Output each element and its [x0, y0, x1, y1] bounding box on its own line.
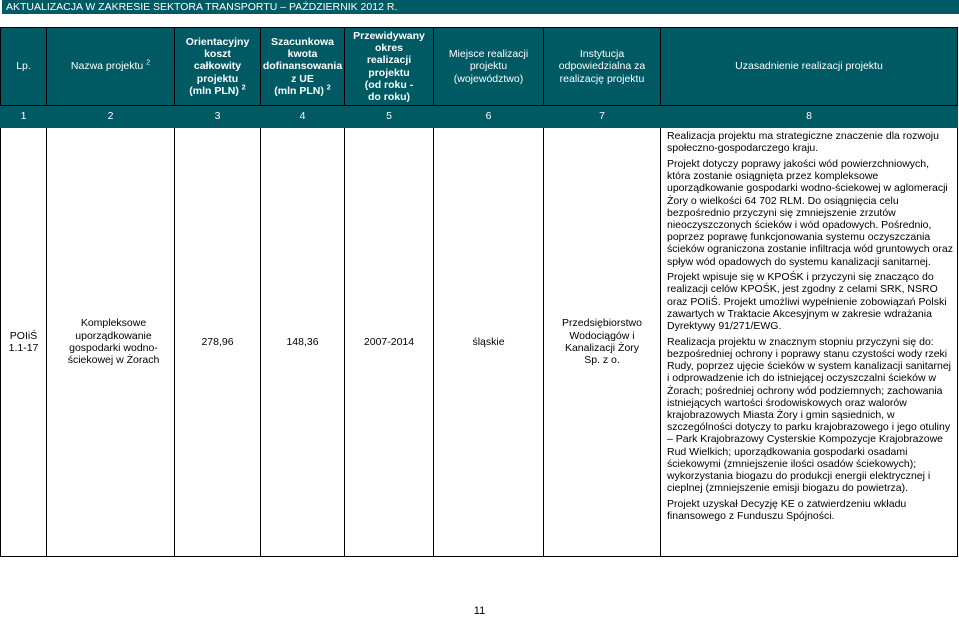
header-location: Miejsce realizacji projektu (województwo): [434, 28, 544, 106]
column-number: 7: [544, 106, 661, 128]
header-institution: Instytucja odpowiedzialna za realizację projektu: [544, 28, 661, 106]
table-row: [1, 128, 958, 557]
header-period: Przewidywany okres realizacji projektu (od roku - do roku): [345, 28, 434, 106]
cell-total-cost: 278,96: [175, 128, 261, 557]
column-number: 3: [175, 106, 261, 128]
header-lp: Lp.: [1, 28, 47, 106]
document-header-bar: [2, 0, 959, 14]
justification-paragraph: Projekt dotyczy poprawy jakości wód powierzchniowych, która zostanie osiągnięta przez kompleksowe uporządkowanie gospodarki wodno-ściekowej w aglomeracji Żory o wielkości 64 702 RLM. Do osiągnięcia celu bezpośrednio przyczyni się zmniejszenie zrzutów nieoczyszczonych ścieków i wód opadowych. Pośrednio, poprzez poprawę funkcjonowania systemu oczyszczania ścieków ograniczona zostanie infiltracja wód gruntowych oraz spływ wód opadowych do systemu kanalizacji sanitarnej.: [667, 157, 953, 268]
column-number: 2: [47, 106, 175, 128]
justification-paragraph: Realizacja projektu w znacznym stopniu przyczyni się do: bezpośredniej ochrony i poprawy stanu czystości wody rzeki Rudy, poprzez ujęcie ścieków w system kanalizacji sanitarnej i odprowadzenie ich do istniejącej oczyszczalni ścieków w Żorach; pośredniej ochrony wód podziemnych; zachowania istniejących wartości środowiskowych oraz walorów krajobrazowych Miasta Żory i gmin sąsiednich, w szczególności dotyczy to parku krajobrazowego i jego otuliny – Park Krajobrazowy Cysterskie Kompozycje Krajobrazowe Rud Wielkich; uporządkowania gospodarki osadami ściekowymi (zmniejszenie ilości osadów ściekowych); wykorzystania biogazu do produkcji energii elektrycznej i cieplnej (zmniejszenie emisji biogazu do powietrza).: [667, 335, 952, 495]
header-project-name: Nazwa projektu $^2$: [47, 28, 175, 106]
table-header-row: [1, 28, 958, 106]
column-number: 4: [261, 106, 345, 128]
column-number: 6: [434, 106, 544, 128]
column-number: 1: [1, 106, 47, 128]
cell-period: 2007-2014: [345, 128, 434, 557]
cell-justification: [661, 128, 958, 557]
page-number: 11: [473, 605, 486, 617]
header-total-cost: Orientacyjny koszt całkowity projektu (mln PLN) $^2$: [175, 28, 261, 106]
column-numbers-row: [1, 106, 958, 128]
cell-lp: POIiŚ 1.1-17: [1, 128, 47, 557]
cell-cofinancing: 148,36: [261, 128, 345, 557]
header-justification: Uzasadnienie realizacji projektu: [661, 28, 958, 106]
cell-location: śląskie: [434, 128, 544, 557]
justification-paragraph: Realizacja projektu ma strategiczne znaczenie dla rozwoju społeczno-gospodarczego kraju.: [667, 130, 939, 155]
column-number: 8: [661, 106, 958, 128]
cell-project-name: Kompleksowe uporządkowanie gospodarki wodno- ściekowej w Żorach: [47, 128, 175, 557]
cell-institution: Przedsiębiorstwo Wodociągów i Kanalizacji Żory Sp. z o.: [544, 128, 661, 557]
projects-table: [0, 27, 958, 557]
header-cofinancing: Szacunkowa kwota dofinansowania z UE (mln PLN) $^2$: [261, 28, 345, 106]
justification-paragraph: Projekt wpisuje się w KPOŚK i przyczyni się znacząco do realizacji celów KPOŚK, jest zgodny z celami SRK, NSRO oraz POIiŚ. Projekt umożliwi wypełnienie zobowiązań Polski zawartych w Traktacie Akcesyjnym w zakresie wdrażania Dyrektywy 91/271/EWG.: [667, 271, 947, 333]
document-header-text: AKTUALIZACJA W ZAKRESIE SEKTORA TRANSPORTU – PAŹDZIERNIK 2012 R.: [6, 1, 398, 13]
justification-paragraph: Projekt uzyskał Decyzję KE o zatwierdzeniu wkładu finansowego z Funduszu Spójności.: [667, 497, 907, 523]
column-number: 5: [345, 106, 434, 128]
